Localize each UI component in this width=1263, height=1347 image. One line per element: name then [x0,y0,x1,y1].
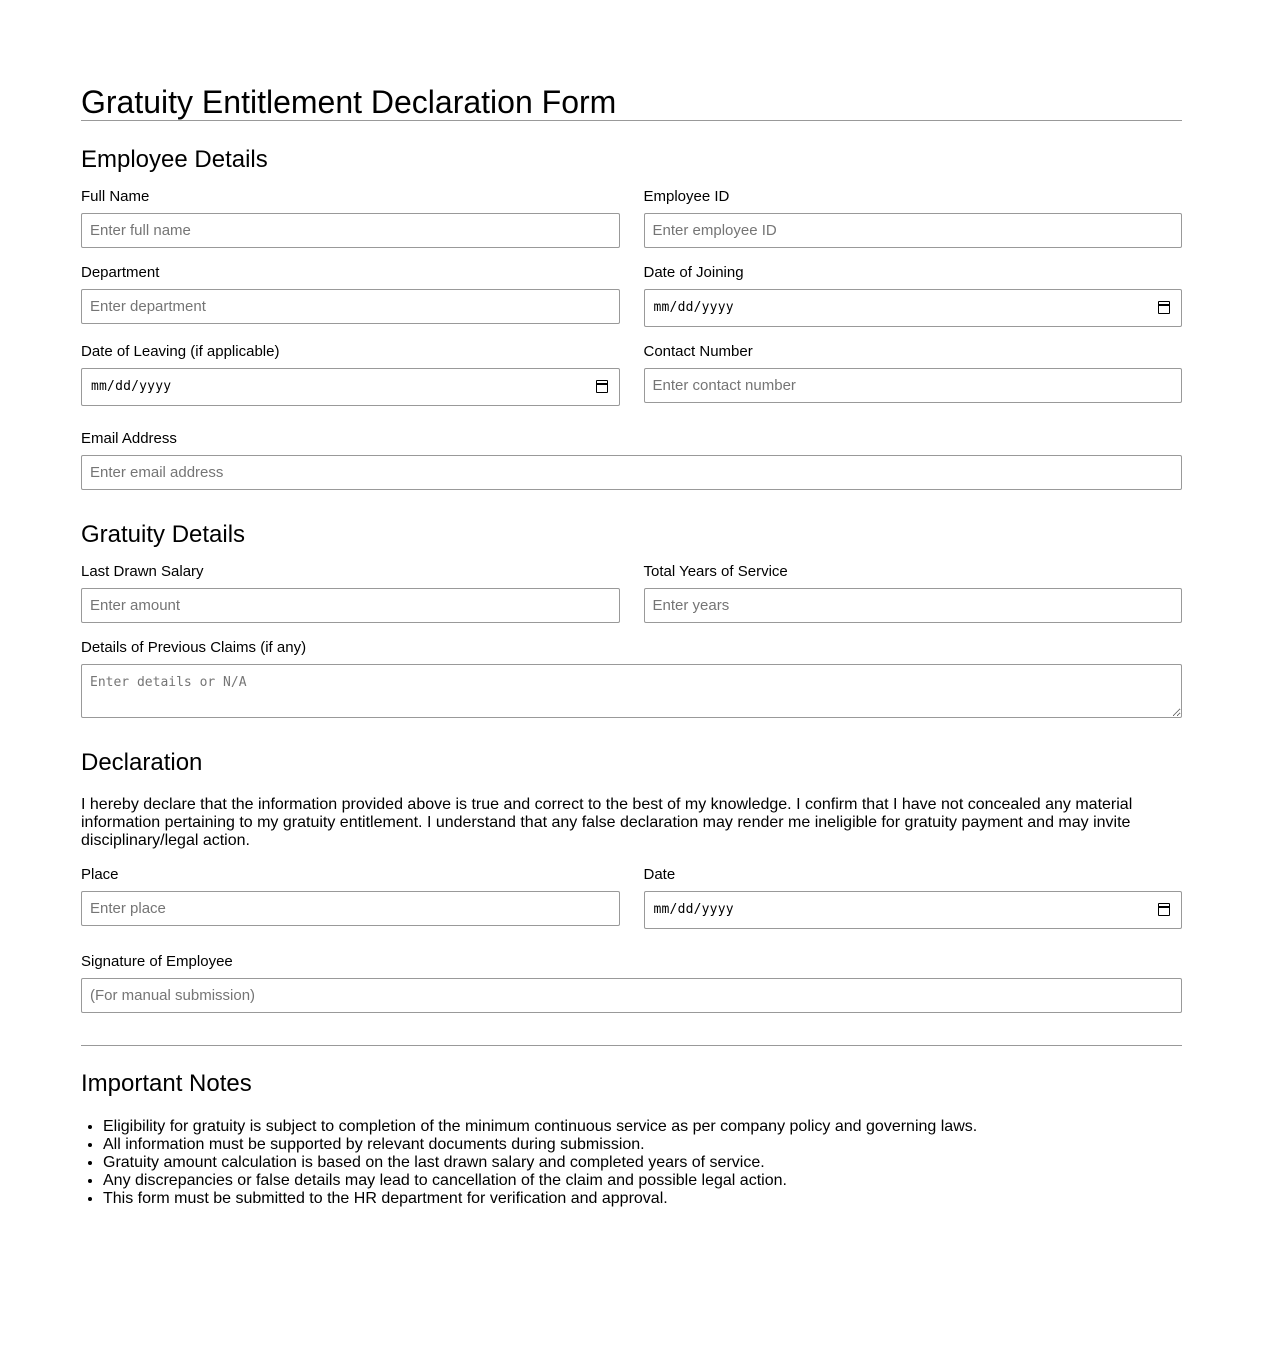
email-label: Email Address [81,430,177,447]
employee-id-label: Employee ID [643,188,730,205]
row-place-date [81,866,1182,929]
employee-details-heading: Employee Details [81,146,268,173]
title-divider [81,120,1182,121]
years-of-service-field [644,563,1183,623]
date-of-joining-input[interactable] [644,289,1183,327]
full-name-input[interactable] [81,213,620,248]
email-field [81,430,1182,490]
years-of-service-label: Total Years of Service [643,563,788,580]
gratuity-details-section [81,521,1182,718]
row-previous-claims [81,639,1182,718]
contact-number-field [644,343,1183,406]
date-of-joining-value: mm/dd/yyyy [653,300,734,315]
row-name-id [81,188,1182,248]
gratuity-details-heading: Gratuity Details [81,521,246,548]
row-department-joining [81,264,1182,327]
employee-details-section [81,146,1182,490]
previous-claims-field [81,639,1182,718]
calendar-icon[interactable] [1158,301,1170,314]
list-item: • Gratuity amount calculation is based on the last drawn salary and completed years of service. [103,1154,1182,1172]
date-of-leaving-input[interactable] [81,368,620,406]
previous-claims-textarea[interactable] [81,664,1182,718]
date-of-leaving-label: Date of Leaving (if applicable) [81,343,280,360]
list-item: • All information must be supported by relevant documents during submission. [103,1136,1182,1154]
contact-number-input[interactable] [644,368,1183,403]
signature-label: Signature of Employee [81,953,233,970]
signature-field [81,953,1182,1013]
last-salary-field [81,563,620,623]
declaration-heading: Declaration [81,749,203,776]
full-name-label: Full Name [81,188,150,205]
employee-id-input[interactable] [644,213,1183,248]
place-label: Place [81,866,119,883]
date-of-joining-field [644,264,1183,327]
declaration-text: I hereby declare that the information provided above is true and correct to the best of my knowledge. I confirm that I have not concealed any material information pertaining to my gratuity entitlement. I understand that any false declaration may render me ineligible for gratuity payment and may invite disciplinary/legal action. [81,796,1133,849]
notes-divider [81,1045,1182,1046]
notes-heading: Important Notes [81,1070,252,1097]
page-title: Gratuity Entitlement Declaration Form [81,84,617,120]
list-item: • Eligibility for gratuity is subject to completion of the minimum continuous service as per company policy and governing laws. [103,1118,1182,1136]
form-page [81,0,1182,1208]
declaration-date-field [644,866,1183,929]
notes-section [81,1070,1182,1208]
date-of-leaving-field [81,343,620,406]
row-salary-years [81,563,1182,623]
place-field [81,866,620,929]
declaration-date-input[interactable] [644,891,1183,929]
signature-input[interactable] [81,978,1182,1013]
department-label: Department [81,264,160,281]
department-field [81,264,620,327]
date-of-leaving-value: mm/dd/yyyy [91,379,172,394]
email-input[interactable] [81,455,1182,490]
last-salary-input[interactable] [81,588,620,623]
declaration-section [81,749,1182,1013]
full-name-field [81,188,620,248]
last-salary-label: Last Drawn Salary [81,563,204,580]
date-of-joining-label: Date of Joining [643,264,744,281]
list-item: • Any discrepancies or false details may lead to cancellation of the claim and possible legal action. [103,1172,1182,1190]
years-of-service-input[interactable] [644,588,1183,623]
declaration-date-value: mm/dd/yyyy [653,902,734,917]
calendar-icon[interactable] [1158,903,1170,916]
row-email [81,430,1182,490]
calendar-icon[interactable] [596,380,608,393]
place-input[interactable] [81,891,620,926]
row-leaving-contact [81,343,1182,406]
employee-id-field [644,188,1183,248]
row-signature [81,953,1182,1013]
department-input[interactable] [81,289,620,324]
declaration-date-label: Date [643,866,676,883]
previous-claims-label: Details of Previous Claims (if any) [81,639,307,656]
contact-number-label: Contact Number [643,343,753,360]
list-item: • This form must be submitted to the HR department for verification and approval. [103,1190,1182,1208]
notes-list [81,1118,1182,1208]
